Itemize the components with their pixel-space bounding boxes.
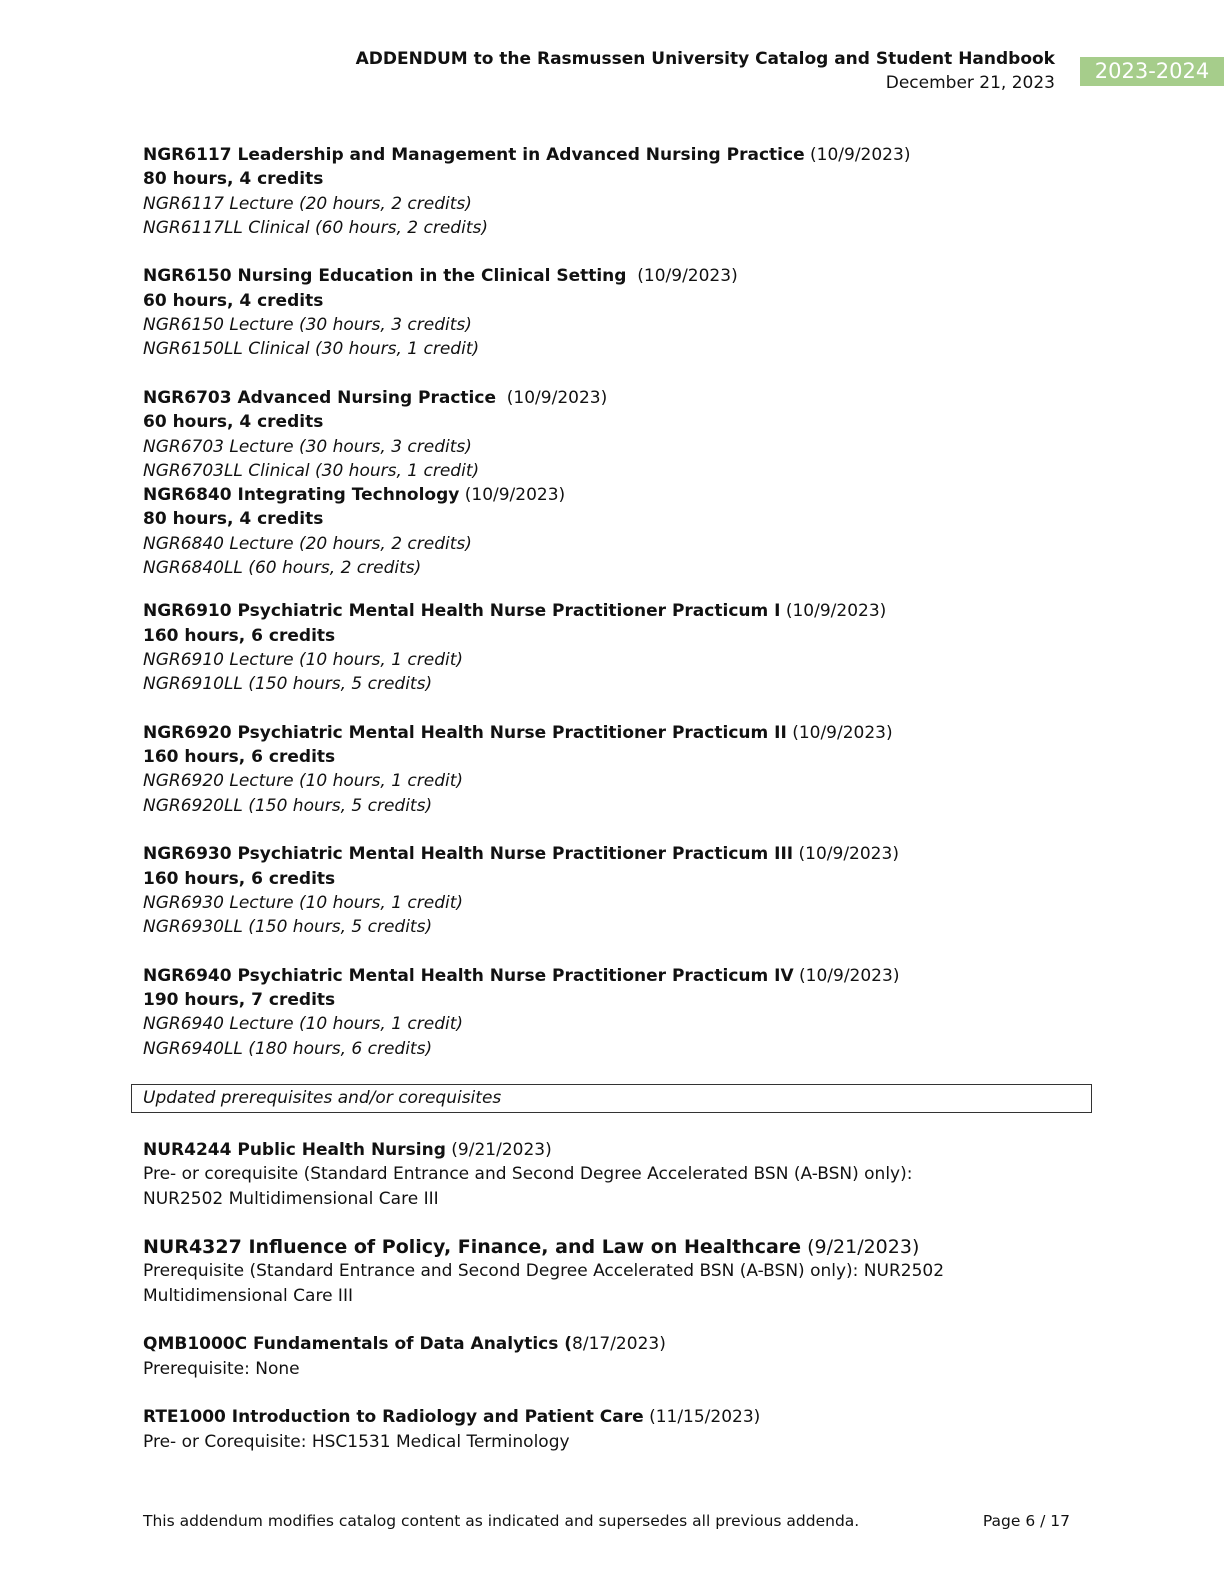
course-list xyxy=(143,143,1083,1061)
course-title: NGR6840 Integrating Technology xyxy=(143,485,460,506)
course-date: (10/9/2023) xyxy=(506,387,608,408)
course-title: NGR6920 Psychiatric Mental Health Nurse Practitioner Practicum II xyxy=(143,722,787,743)
course-heading xyxy=(143,483,1083,507)
course-heading xyxy=(143,599,1083,623)
course-component: NGR6117LL Clinical (60 hours, 2 credits) xyxy=(143,217,488,238)
prereq-title: NUR4327 Influence of Policy, Finance, and Law on Healthcare xyxy=(143,1236,802,1259)
prereq-title: NUR4244 Public Health Nursing xyxy=(143,1140,446,1160)
prereq-date: (9/21/2023) xyxy=(807,1236,920,1259)
course-date: (10/9/2023) xyxy=(798,844,899,865)
course-summary: 60 hours, 4 credits xyxy=(143,412,324,433)
prereq-heading xyxy=(143,1138,1083,1162)
course-date: (10/9/2023) xyxy=(637,266,738,287)
course-component: NGR6703LL Clinical (30 hours, 1 credit) xyxy=(143,460,480,481)
course-heading xyxy=(143,842,1083,866)
course-heading xyxy=(143,964,1083,988)
prereq-heading xyxy=(143,1405,1083,1429)
course-component: NGR6117 Lecture (20 hours, 2 credits) xyxy=(143,193,472,214)
prereq-text: Prerequisite (Standard Entrance and Second Degree Accelerated BSN (A-BSN) only): NUR2502 Multidimensional Care III xyxy=(143,1261,945,1306)
course-component: NGR6703 Lecture (30 hours, 3 credits) xyxy=(143,436,472,457)
prerequisite-list xyxy=(143,1138,1083,1454)
prereq-date: (11/15/2023) xyxy=(649,1407,761,1428)
course-summary: 80 hours, 4 credits xyxy=(143,169,324,190)
course-component: NGR6920 Lecture (10 hours, 1 credit) xyxy=(143,771,464,792)
course-component: NGR6940 Lecture (10 hours, 1 credit) xyxy=(143,1014,464,1035)
course-component: NGR6150LL Clinical (30 hours, 1 credit) xyxy=(143,339,480,360)
course-summary: 190 hours, 7 credits xyxy=(143,990,336,1011)
course-component: NGR6930 Lecture (10 hours, 1 credit) xyxy=(143,892,464,913)
prereq-heading xyxy=(143,1332,1083,1356)
course-title: NGR6703 Advanced Nursing Practice xyxy=(143,387,496,408)
course-heading xyxy=(143,264,1083,288)
course-component: NGR6910LL (150 hours, 5 credits) xyxy=(143,674,433,695)
course-summary: 160 hours, 6 credits xyxy=(143,625,336,646)
course-component: NGR6840LL (60 hours, 2 credits) xyxy=(143,558,422,579)
prereq-title: RTE1000 Introduction to Radiology and Patient Care xyxy=(143,1407,644,1428)
footer-note: This addendum modifies catalog content as indicated and supersedes all previous addenda. xyxy=(143,1512,860,1530)
course-title: NGR6940 Psychiatric Mental Health Nurse Practitioner Practicum IV xyxy=(143,965,794,986)
course-date: (10/9/2023) xyxy=(792,722,893,743)
course-heading xyxy=(143,386,1083,410)
document-header-date: December 21, 2023 xyxy=(885,73,1055,93)
prereq-title: QMB1000C Fundamentals of Data Analytics ( xyxy=(143,1334,573,1355)
course-summary: 160 hours, 6 credits xyxy=(143,868,336,889)
course-title: NGR6910 Psychiatric Mental Health Nurse Practitioner Practicum I xyxy=(143,601,781,622)
course-date: (10/9/2023) xyxy=(810,145,911,165)
prereq-text: Pre- or Corequisite: HSC1531 Medical Terminology xyxy=(143,1431,570,1452)
course-component: NGR6930LL (150 hours, 5 credits) xyxy=(143,917,433,938)
course-heading xyxy=(143,721,1083,745)
course-component: NGR6940LL (180 hours, 6 credits) xyxy=(143,1038,433,1059)
course-component: NGR6920LL (150 hours, 5 credits) xyxy=(143,795,433,816)
course-component: NGR6910 Lecture (10 hours, 1 credit) xyxy=(143,649,464,670)
year-badge: 2023-2024 xyxy=(1080,57,1224,86)
prereq-heading xyxy=(143,1235,1083,1259)
course-component: NGR6150 Lecture (30 hours, 3 credits) xyxy=(143,315,472,336)
course-title: NGR6930 Psychiatric Mental Health Nurse Practitioner Practicum III xyxy=(143,844,794,865)
prereq-text: Prerequisite: None xyxy=(143,1358,300,1379)
course-component: NGR6840 Lecture (20 hours, 2 credits) xyxy=(143,533,472,554)
course-title: NGR6117 Leadership and Management in Advanced Nursing Practice xyxy=(143,145,805,165)
course-summary: 160 hours, 6 credits xyxy=(143,747,336,768)
prereq-date: (9/21/2023) xyxy=(451,1140,552,1160)
course-date: (10/9/2023) xyxy=(799,965,900,986)
prereq-text: Pre- or corequisite (Standard Entrance and Second Degree Accelerated BSN (A-BSN) only): NUR2502 Multidimensional Care III xyxy=(143,1164,913,1209)
course-summary: 80 hours, 4 credits xyxy=(143,509,324,530)
document-header-title: ADDENDUM to the Rasmussen University Catalog and Student Handbook xyxy=(355,49,1055,69)
prereq-date: 8/17/2023) xyxy=(572,1334,666,1355)
course-date: (10/9/2023) xyxy=(785,601,887,622)
section-heading-box: Updated prerequisites and/or corequisites xyxy=(131,1084,1092,1113)
page-number: Page 6 / 17 xyxy=(982,1512,1070,1530)
course-summary: 60 hours, 4 credits xyxy=(143,290,324,311)
course-date: (10/9/2023) xyxy=(464,485,566,506)
course-title: NGR6150 Nursing Education in the Clinical Setting xyxy=(143,266,627,287)
course-heading xyxy=(143,143,1083,167)
